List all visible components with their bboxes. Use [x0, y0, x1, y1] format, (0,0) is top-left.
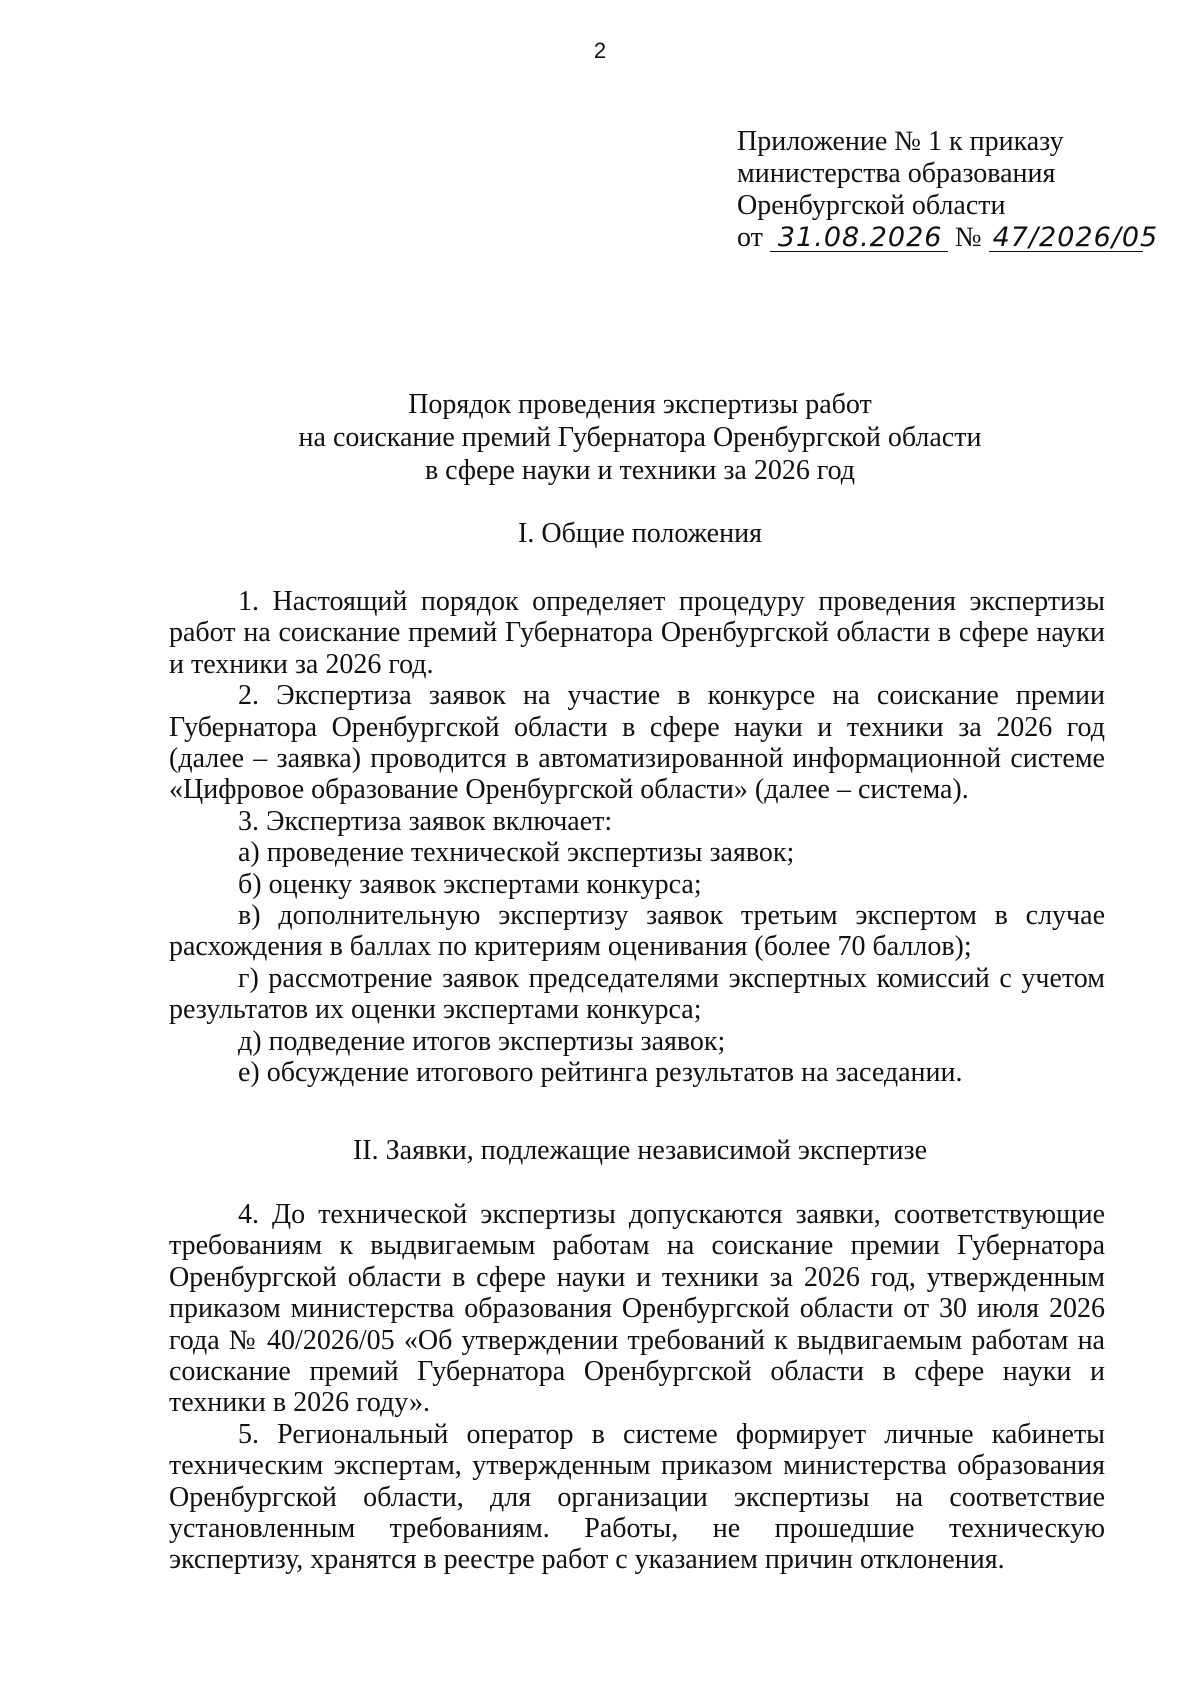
appendix-line: министерства образования [737, 158, 1056, 189]
title-line: на соискание премий Губернатора Оренбургской области [298, 422, 982, 453]
paragraph-4: 4. До технической экспертизы допускаются заявки, соответствующие требованиям к выдвигаемым работам на соискание премии Губернатора Оренбургской области в сфере науки и техники за 2026 год, утвержденным приказом министерства образования Оренбургской области от 30 июля 2026 года № 40/2026/05 «Об утверждении требований к выдвигаемым работам на соискание премий Губернатора Оренбургской области в сфере науки и техники в 2026 году». [169, 1199, 1105, 1419]
list-item-b: б) оценку заявок экспертами конкурса; [238, 868, 702, 900]
list-item-g: г) рассмотрение заявок председателями экспертных комиссий с учетом результатов их оценки экспертами конкурса; [169, 962, 1105, 1026]
handwritten-number: 47/2026/05 [989, 225, 1143, 252]
page-number: 2 [593, 38, 607, 63]
section-heading-general: I. Общие положения [518, 518, 762, 549]
paragraph-2: 2. Экспертиза заявок на участие в конкурсе на соискание премии Губернатора Оренбургской области в сфере науки и техники за 2026 год (далее – заявка) проводится в автоматизированной информационной системе «Цифровое образование Оренбургской области» (далее – система). [169, 680, 1105, 806]
appendix-block [737, 126, 1159, 254]
title-line: в сфере науки и техники за 2026 год [424, 455, 856, 486]
appendix-line: Приложение № 1 к приказу [737, 126, 1064, 157]
date-prefix: от [737, 222, 763, 253]
list-item-d: д) подведение итогов экспертизы заявок; [238, 1025, 726, 1057]
list-item-v: в) дополнительную экспертизу заявок третьим экспертом в случае расхождения в баллах по критериям оценивания (более 70 баллов); [169, 900, 1105, 963]
paragraph-3: 3. Экспертиза заявок включает: [238, 805, 613, 837]
title-line: Порядок проведения экспертизы работ [408, 389, 872, 420]
appendix-date-number-line [737, 222, 1159, 254]
section-applications-body [169, 1199, 1105, 1576]
document-title [0, 388, 1200, 487]
list-item-a: а) проведение технической экспертизы заявок; [238, 837, 795, 869]
appendix-line: Оренбургской области [737, 190, 1006, 221]
section-general-body [169, 586, 1105, 1089]
section-heading-applications: II. Заявки, подлежащие независимой экспертизе [352, 1135, 928, 1166]
paragraph-5: 5. Региональный оператор в системе формирует личные кабинеты техническим экспертам, утвержденным приказом министерства образования Оренбургской области, для организации экспертизы на соответствие установленным требованиям. Работы, не прошедшие техническую экспертизу, хранятся в реестре работ с указанием причин отклонения. [169, 1418, 1105, 1576]
handwritten-date: 31.08.2026 [770, 225, 948, 252]
number-prefix: № [954, 222, 982, 253]
paragraph-1: 1. Настоящий порядок определяет процедуру проведения экспертизы работ на соискание премий Губернатора Оренбургской области в сфере науки и техники за 2026 год. [169, 586, 1105, 680]
list-item-e: е) обсуждение итогового рейтинга результатов на заседании. [238, 1057, 963, 1089]
